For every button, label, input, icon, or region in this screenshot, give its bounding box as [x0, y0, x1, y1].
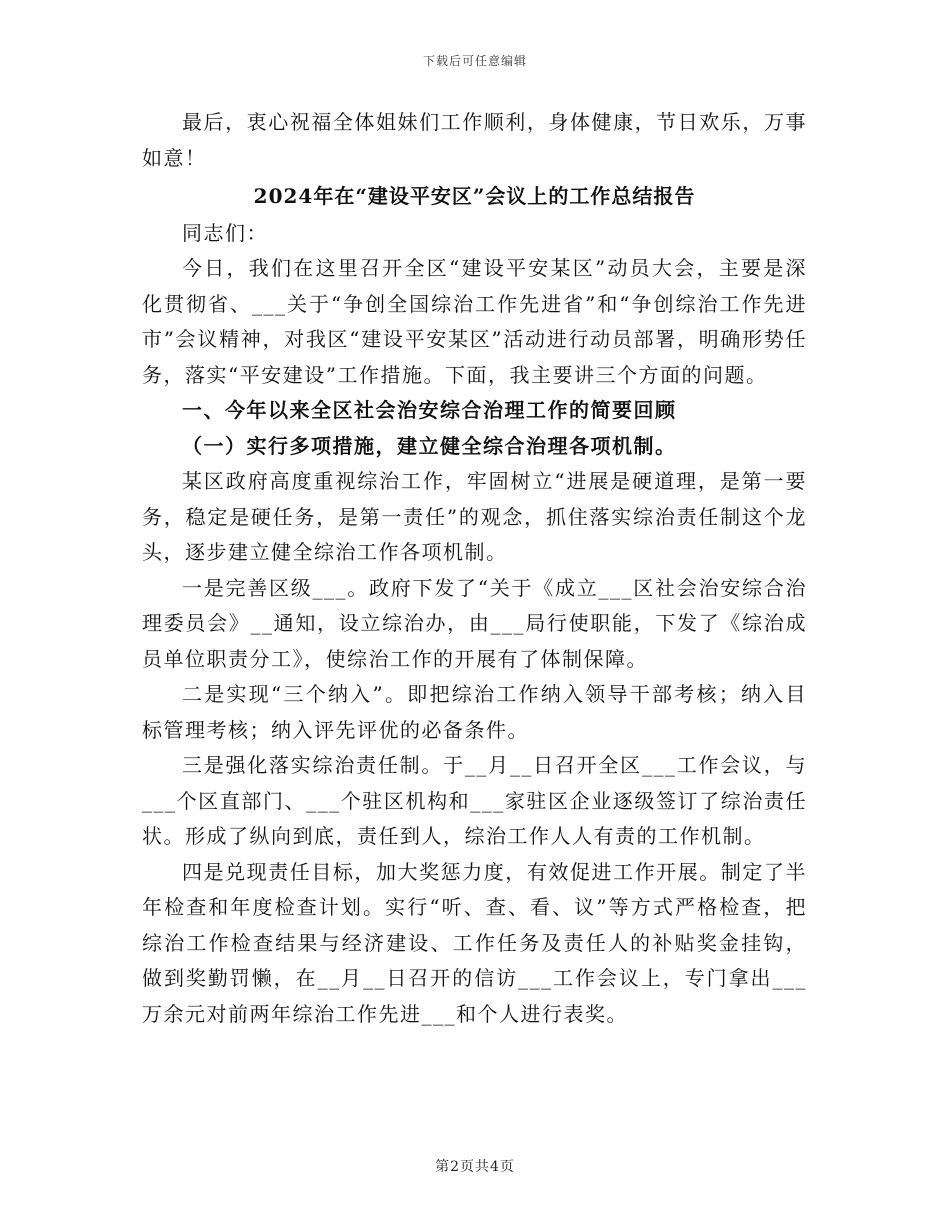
document-body: [142, 105, 807, 1032]
body-paragraph-5: 四是兑现责任目标，加大奖惩力度，有效促进工作开展。制定了半年检查和年度检查计划。实行“听、查、看、议”等方式严格检查，把综治工作检查结果与经济建设、工作任务及责任人的补贴奖金挂钩，做到奖勤罚懒，在__月__日召开的信访___工作会议上，专门拿出___万余元对前两年综治工作先进___和个人进行表奖。: [142, 859, 807, 1026]
section-heading-1: 一、今年以来全区社会治安综合治理工作的简要回顾: [182, 398, 677, 422]
subsection-heading-1: （一）实行多项措施，建立健全综合治理各项机制。: [182, 433, 677, 458]
salutation: 同志们：: [182, 220, 268, 245]
document-title: 2024年在“建设平安区”会议上的工作总结报告: [253, 184, 696, 208]
body-paragraph-2: 一是完善区级___。政府下发了“关于《成立___区社会治安综合治理委员会》__通知，设立综治办，由___局行使职能，下发了《综治成员单位职责分工》，使综治工作的开展有了体制保障。: [142, 575, 807, 671]
page-number: 第2页共4页: [435, 1159, 515, 1175]
body-paragraph-4: 三是强化落实综治责任制。于__月__日召开全区___工作会议，与___个区直部门、___个驻区机构和___家驻区企业逐级签订了综治责任状。形成了纵向到底，责任到人，综治工作人人有责的工作机制。: [142, 753, 807, 848]
intro-paragraph: 今日，我们在这里召开全区“建设平安某区”动员大会，主要是深化贯彻省、___关于“争创全国综治工作先进省”和“争创综治工作先进市”会议精神，对我区“建设平安某区”活动进行动员部署，明确形势任务，落实“平安建设”工作措施。下面，我主要讲三个方面的问题。: [142, 256, 807, 387]
closing-paragraph: 最后，衷心祝福全体姐妹们工作顺利，身体健康，节日欢乐，万事如意！: [142, 110, 807, 170]
page-header: 下载后可任意编辑: [422, 54, 527, 68]
body-paragraph-3: 二是实现“三个纳入”。即把综治工作纳入领导干部考核；纳入目标管理考核；纳入评先评优的必备条件。: [142, 682, 807, 742]
body-paragraph-1: 某区政府高度重视综治工作，牢固树立“进展是硬道理，是第一要务，稳定是硬任务，是第一责任”的观念，抓住落实综治责任制这个龙头，逐步建立健全综治工作各项机制。: [142, 469, 807, 564]
